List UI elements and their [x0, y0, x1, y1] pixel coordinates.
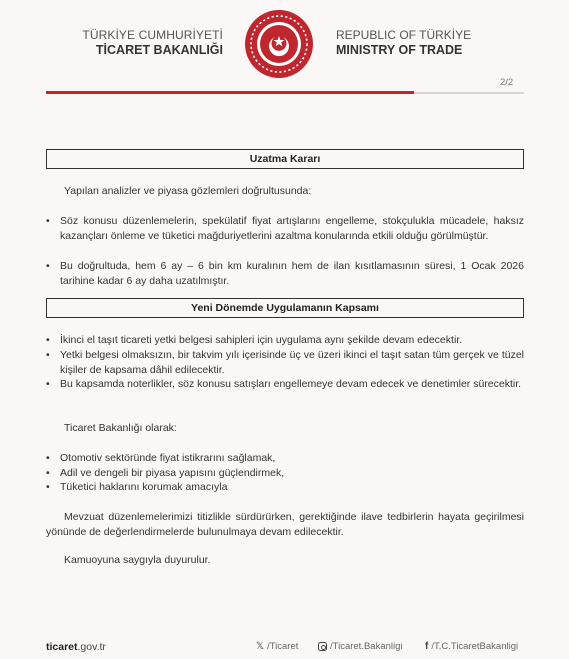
instagram-link[interactable]: [318, 641, 403, 652]
bullet-icon: •: [46, 349, 50, 361]
bullet-icon: •: [46, 467, 50, 479]
list-item-text: Tüketici haklarını korumak amacıyla: [60, 481, 228, 493]
header-left: [78, 28, 223, 58]
announcement: Kamuoyuna saygıyla duyurulur.: [64, 554, 211, 566]
bullet-icon: •: [46, 481, 50, 493]
list-item-text: Bu kapsamda noterlikler, söz konusu satışları engellemeye devam edecek ve denetimler sürecektir.: [60, 378, 522, 390]
section-title-uzatma: Uzatma Kararı: [46, 149, 524, 169]
instagram-icon: [318, 642, 327, 651]
section1-intro: Yapılan analizler ve piyasa gözlemleri doğrultusunda:: [64, 185, 312, 197]
header-right: [336, 28, 486, 58]
facebook-link[interactable]: [425, 641, 518, 652]
header-right-line2: MINISTRY OF TRADE: [336, 43, 463, 57]
list-item-text: Söz konusu düzenlemelerin, spekülatif fiyat artışlarını engelleme, stokçulukla mücadele, haksız kazançları önleme ve tüketici mağduriyetlerini azaltma konularında etkili olduğu görülmüştür.: [60, 215, 524, 242]
header-left-line1: TÜRKİYE CUMHURİYETİ: [82, 28, 223, 42]
list-item-text: Bu doğrultuda, hem 6 ay – 6 bin km kuralının hem de ilan kısıtlamasının süresi, 1 Ocak 2026 tarihine kadar 6 ay daha uzatılmıştır.: [60, 260, 524, 287]
ministry-logo: [243, 8, 315, 80]
page-number: 2/2: [500, 77, 514, 88]
facebook-icon: f: [425, 641, 429, 652]
header-left-line2: TİCARET BAKANLIĞI: [95, 43, 223, 57]
section-title-kapsam: Yeni Dönemde Uygulamanın Kapsamı: [46, 298, 524, 318]
bullet-icon: •: [46, 334, 50, 346]
bullet-icon: •: [46, 215, 50, 227]
list-item-text: Otomotiv sektöründe fiyat istikrarını sağlamak,: [60, 452, 276, 464]
list-item: [46, 214, 524, 258]
list-item-text: Adil ve dengeli bir piyasa yapısını güçlendirmek,: [60, 467, 285, 479]
list-item: [46, 259, 524, 289]
facebook-handle: /T.C.TicaretBakanligi: [431, 641, 519, 652]
ministry-intro: Ticaret Bakanlığı olarak:: [64, 422, 177, 434]
x-link[interactable]: [256, 641, 298, 652]
header-accent-bar: [46, 91, 414, 94]
x-handle: /Ticaret: [267, 641, 299, 652]
header-right-line1: REPUBLIC OF TÜRKİYE: [336, 28, 472, 42]
list-item-text: Yetki belgesi olmaksızın, bir takvim yılı içerisinde üç ve üzeri ikinci el taşıt satan tüm gerçek ve tüzel kişiler de kapsama dâhil edilecektir.: [60, 349, 524, 376]
website-domain: .gov.tr: [77, 641, 106, 653]
website-link[interactable]: [46, 641, 106, 653]
bullet-icon: •: [46, 452, 50, 464]
website-bold: ticaret: [46, 641, 78, 653]
bullet-icon: •: [46, 260, 50, 272]
bullet-icon: •: [46, 378, 50, 390]
ministry-emblem-icon: [243, 8, 315, 80]
instagram-handle: /Ticaret.Bakanligi: [330, 641, 403, 652]
closing-paragraph: Mevzuat düzenlemelerimizi titizlikle sürdürürken, gerektiğinde ilave tedbirlerin hayata geçirilmesi yönünde de değerlendirmelerde bulunulmaya devam edilecektir.: [46, 511, 524, 538]
list-item-text: İkinci el taşıt ticareti yetki belgesi sahipleri için uygulama aynı şekilde devam edecektir.: [60, 334, 463, 346]
x-logo-icon: 𝕏: [256, 641, 265, 652]
